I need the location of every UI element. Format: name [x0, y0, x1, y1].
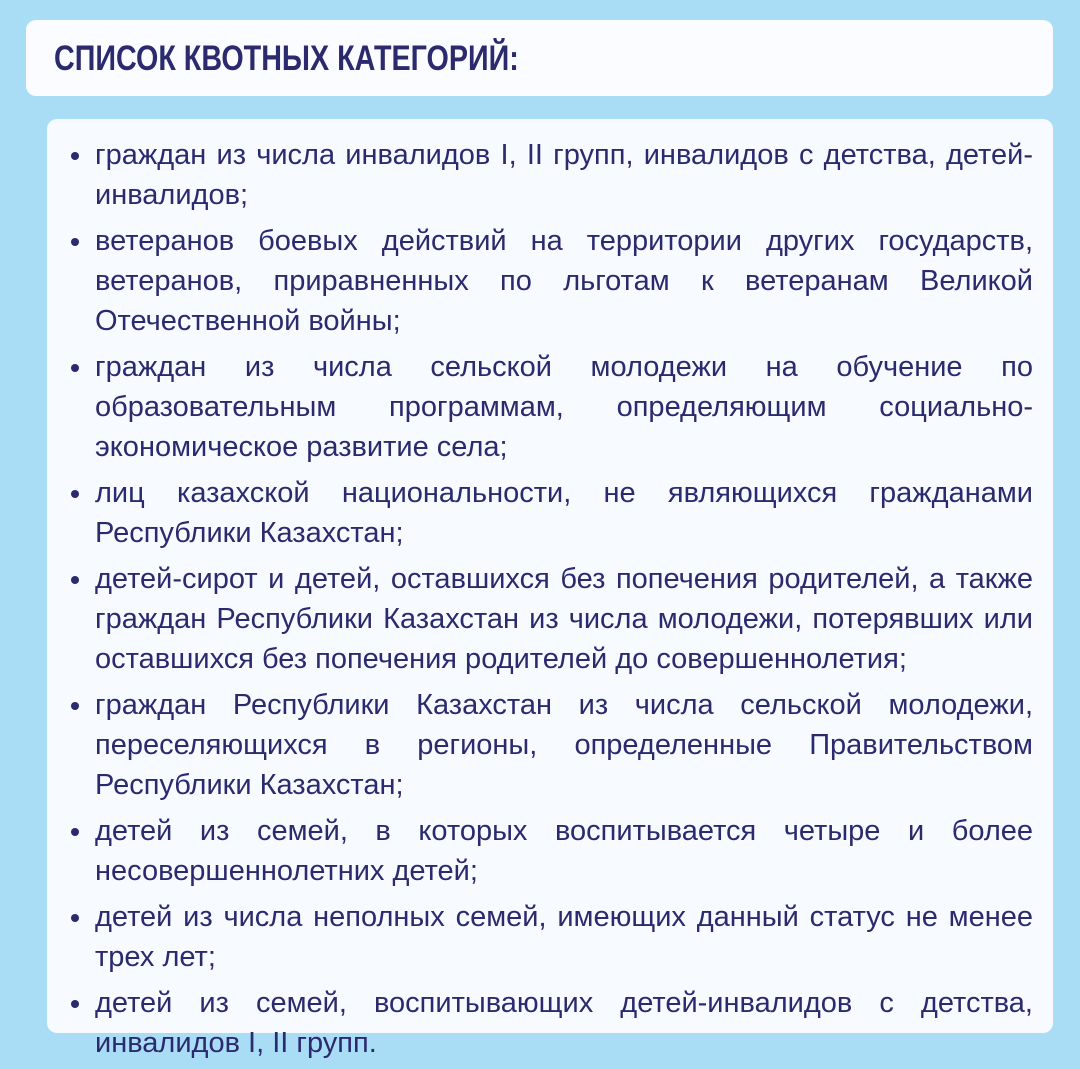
list-item: [71, 135, 1033, 215]
bullet-icon: [71, 490, 79, 498]
bullet-icon: [71, 364, 79, 372]
list-item-text: детей из семей, в которых воспитывается четыре и более несовершеннолетних детей;: [95, 815, 1033, 887]
list-item-text: детей из семей, воспитывающих детей-инвалидов с детства, инвалидов I, II групп.: [95, 987, 1033, 1059]
bullet-icon: [71, 702, 79, 710]
category-list: [71, 135, 1033, 1063]
page-title: СПИСОК КВОТНЫХ КАТЕГОРИЙ:: [54, 39, 519, 78]
list-item: [71, 983, 1033, 1063]
list-item: [71, 811, 1033, 891]
list-item: [71, 221, 1033, 341]
bullet-icon: [71, 914, 79, 922]
bullet-icon: [71, 828, 79, 836]
bullet-icon: [71, 152, 79, 160]
list-item: [71, 685, 1033, 805]
list-item: [71, 473, 1033, 553]
bullet-icon: [71, 1000, 79, 1008]
list-item-text: детей из числа неполных семей, имеющих данный статус не менее трех лет;: [95, 901, 1033, 973]
list-item-text: граждан из числа инвалидов I, II групп, инвалидов с детства, детей-инвалидов;: [95, 139, 1033, 211]
bullet-icon: [71, 576, 79, 584]
list-item: [71, 347, 1033, 467]
list-item: [71, 897, 1033, 977]
header-card: [26, 20, 1053, 96]
list-item-text: детей-сирот и детей, оставшихся без попечения родителей, а также граждан Республики Казахстан из числа молодежи, потерявших или оставшихся без попечения родителей до совершеннолетия;: [95, 563, 1033, 675]
category-list-card: [47, 119, 1053, 1059]
list-item-text: лиц казахской национальности, не являющихся гражданами Республики Казахстан;: [95, 477, 1033, 549]
list-item-text: ветеранов боевых действий на территории других государств, ветеранов, приравненных по льготам к ветеранам Великой Отечественной войны;: [95, 225, 1033, 337]
list-item: [71, 559, 1033, 679]
list-item-text: граждан Республики Казахстан из числа сельской молодежи, переселяющихся в регионы, определенные Правительством Республики Казахстан;: [95, 689, 1033, 801]
list-item-text: граждан из числа сельской молодежи на обучение по образовательным программам, определяющим социально-экономическое развитие села;: [95, 351, 1033, 463]
bullet-icon: [71, 238, 79, 246]
